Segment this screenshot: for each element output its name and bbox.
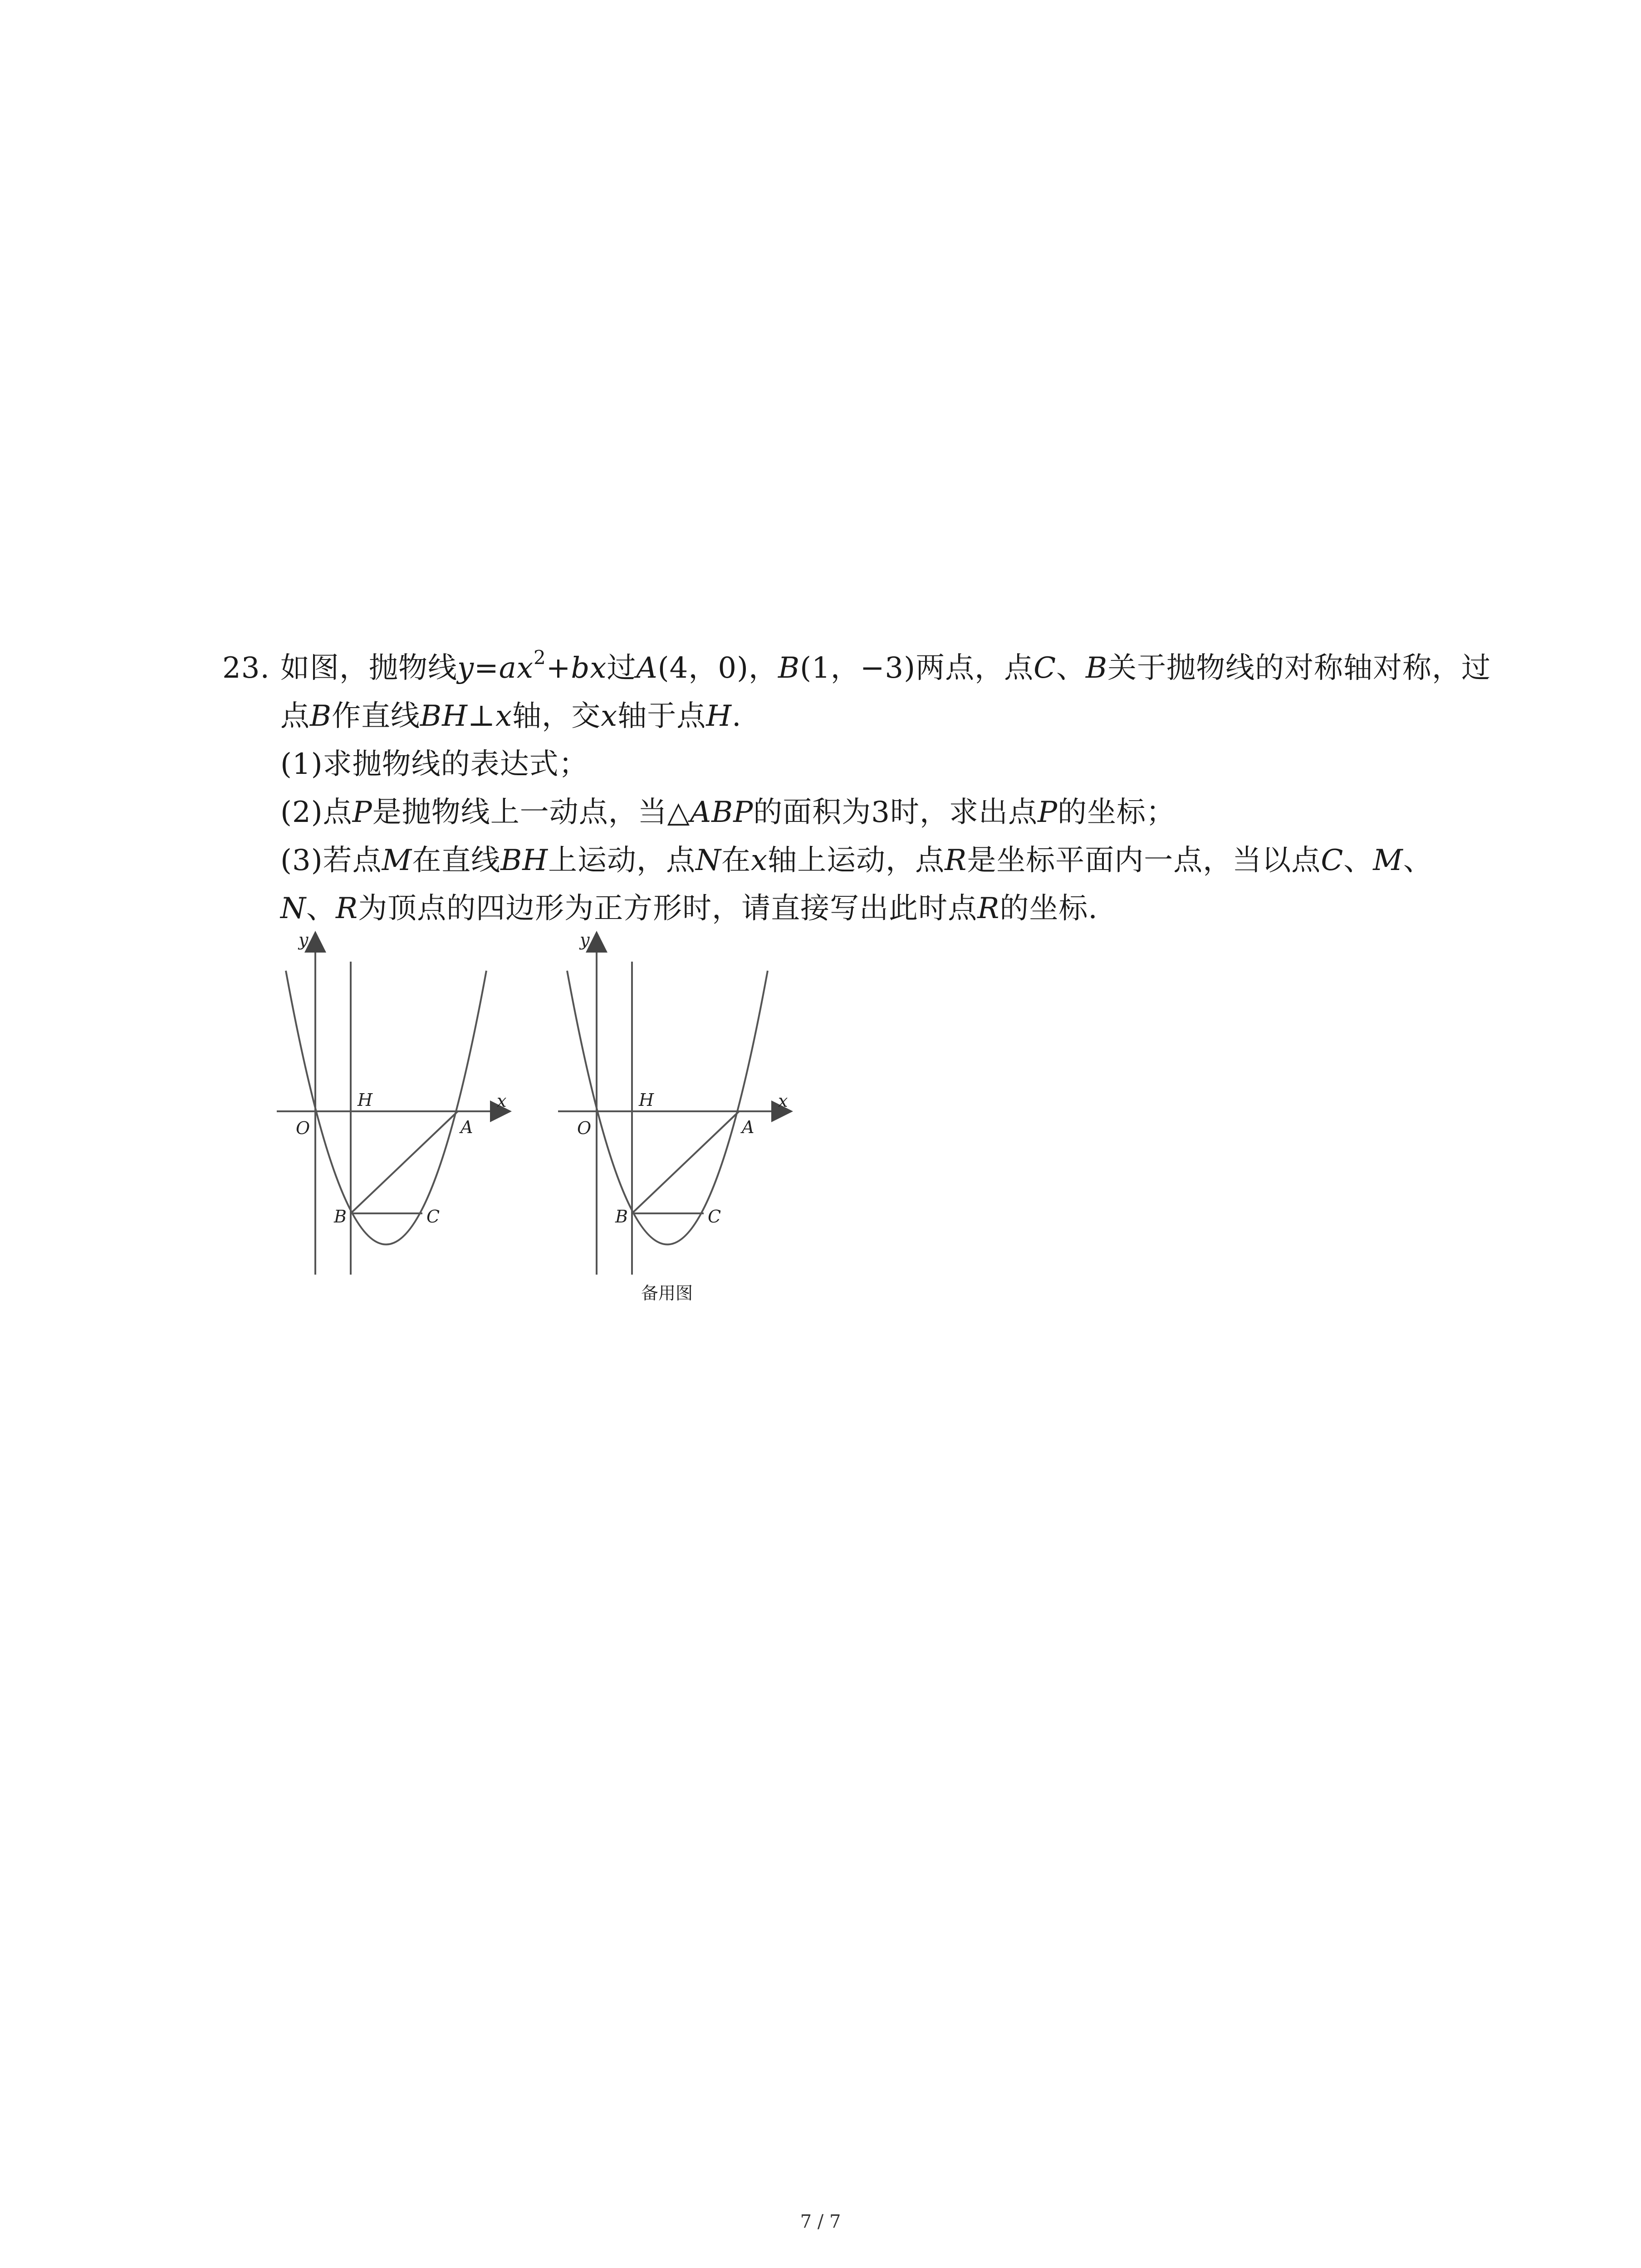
svg-text:y: y xyxy=(580,930,590,950)
figure-2 xyxy=(558,934,789,1275)
svg-text:A: A xyxy=(742,1117,754,1137)
question-1: (1)求抛物线的表达式； xyxy=(280,748,588,781)
problem-line-1: 23. 如图，抛物线$y=ax^2+bx$过A(4，0)，B(1，−3)两点，点C、B关于抛物线的对称轴对称，过 xyxy=(222,644,1456,692)
svg-text:x: x xyxy=(778,1091,788,1111)
figure-1 xyxy=(277,934,508,1275)
label-c: C xyxy=(426,1207,440,1227)
label-a: A xyxy=(460,1117,473,1137)
figure-2-labels xyxy=(577,930,788,1227)
problem-23 xyxy=(222,644,1491,933)
page-number: 7 / 7 xyxy=(800,2211,841,2232)
problem-number: 23. xyxy=(222,651,270,685)
svg-text:H: H xyxy=(639,1090,654,1110)
label-y: y xyxy=(299,930,309,950)
figure-1-labels xyxy=(296,930,506,1227)
svg-text:O: O xyxy=(577,1118,592,1138)
label-x: x xyxy=(497,1091,507,1111)
svg-text:B: B xyxy=(615,1207,628,1227)
label-o: O xyxy=(296,1118,310,1138)
question-2: (2)点P是抛物线上一动点，当△ABP的面积为3时，求出点P的坐标； xyxy=(280,796,1176,829)
question-3-line-2: N、R为顶点的四边形为正方形时，请直接写出此时点R的坐标. xyxy=(280,892,1098,925)
problem-line-2: 点B作直线BH⊥x轴，交x轴于点H. xyxy=(280,699,742,733)
label-h: H xyxy=(358,1090,373,1110)
question-3-line-1: (3)若点M在直线BH上运动，点N在x轴上运动，点R是坐标平面内一点，当以点C、M、 xyxy=(280,844,1433,877)
figure-2-caption: 备用图 xyxy=(641,1283,693,1303)
figures xyxy=(254,916,853,1315)
svg-text:C: C xyxy=(708,1207,721,1227)
label-b: B xyxy=(334,1207,347,1227)
